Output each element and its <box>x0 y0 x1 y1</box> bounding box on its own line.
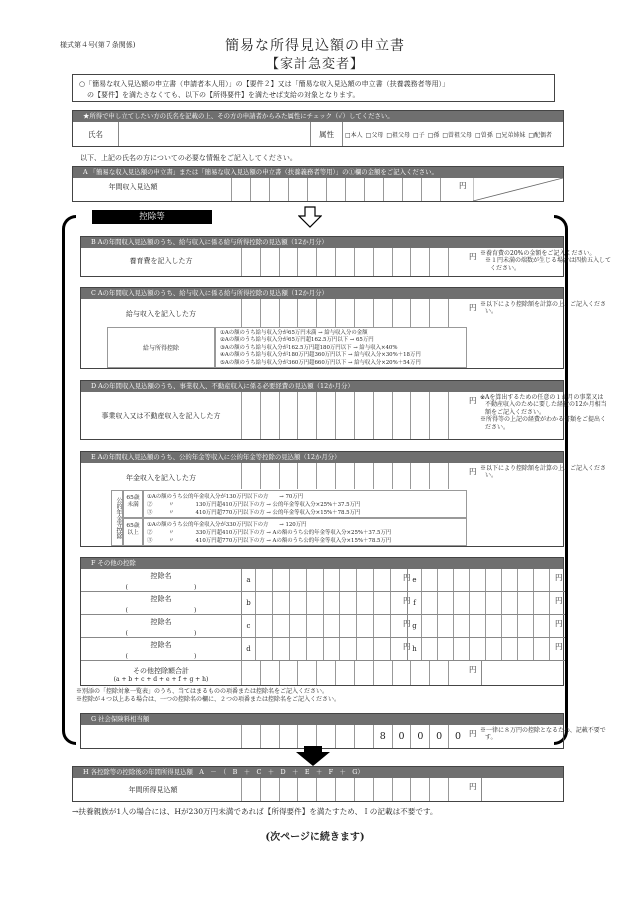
section-d <box>80 380 607 440</box>
option-self[interactable]: □本人 <box>345 131 363 139</box>
letter-a: a <box>241 569 255 592</box>
deduction-item-a[interactable]: 控除名 ( ) <box>81 569 241 592</box>
amount-h[interactable] <box>421 638 565 661</box>
total-yen: 円 <box>469 665 477 674</box>
bracket-left <box>62 215 76 745</box>
total-blank <box>481 661 565 685</box>
section-g <box>80 713 606 749</box>
deduction-tag: 控除等 <box>92 210 212 224</box>
instruction-text: 以下、上記の氏名の方についての必要な情報をご記入してください。 <box>80 154 297 162</box>
attr-label: 属性 <box>311 122 343 146</box>
section-e-header: E Aの年間収入見込額のうち、公的年金等収入に公的年金等控除の見込額（12か月分） <box>81 452 563 463</box>
section-e-note: ※以下により控除額を計算の上、ご記入くださ い。 <box>480 465 607 480</box>
amount-f[interactable] <box>421 592 565 615</box>
section-c-label: 給与収入を記入した方 <box>126 310 196 318</box>
section-h-blank <box>481 778 565 801</box>
letter-d: d <box>241 638 255 661</box>
yen-d: 円 <box>403 642 411 651</box>
section-d-note: ※Aを算出するための任意の１か月の事業又は 不動産収入のために要した経費の12か月相当 額をご記入ください。 ※所得等の上記の経費がわかる書類をご提出く ださい。 <box>480 394 607 431</box>
yen-g: 円 <box>555 619 563 628</box>
section-g-yen: 円 <box>469 729 477 738</box>
section-h-amount[interactable] <box>241 778 467 801</box>
section-c-note: ※以下により控除額を計算の上、ご記入くださ い。 <box>480 301 607 316</box>
intro-line-2: の【要件】を満たさなくても、以下の【所得要件】を満たせば支給の対象となります。 <box>87 91 360 99</box>
section-c-yen: 円 <box>469 303 477 312</box>
arrow-down-icon <box>296 746 330 766</box>
section-b-amount[interactable] <box>241 248 467 276</box>
amount-d[interactable] <box>255 638 407 661</box>
pension-over-table: ①Aの額のうち公的年金収入分が330万円以下の方 → 120万円 ② 〃 330万円超410万円以下の方 → Aの額のうち公的年金等収入分×25%＋37.5万円 ③ 〃 410万円超770万円以下の方 → Aの額のうち公的年金等収入分×15%＋78.5万円 <box>143 518 467 546</box>
amount-c[interactable] <box>255 615 407 638</box>
yen-a: 円 <box>403 573 411 582</box>
section-g-amount: 8 0 0 0 0 <box>241 725 467 748</box>
deduction-item-d[interactable]: 控除名 ( ) <box>81 638 241 661</box>
section-g-header: G 社会保険料相当額 <box>81 714 563 725</box>
section-f <box>80 557 564 686</box>
section-h-label: 年間所得見込額 <box>128 786 178 794</box>
option-grandparents[interactable]: □祖父母 <box>386 131 411 139</box>
amount-e[interactable] <box>421 569 565 592</box>
option-spouse[interactable]: □配偶者 <box>528 131 553 139</box>
yen-e: 円 <box>555 573 563 582</box>
star-header: ★所得で申し立てしたい方の氏名を記載の上、その方の申請者からみた属性にチェック（✓）してください。 <box>73 111 563 122</box>
option-siblings[interactable]: □兄弟姉妹 <box>495 131 526 139</box>
section-e <box>80 451 607 547</box>
star-section <box>72 110 564 147</box>
down-arrow-icon <box>298 206 322 228</box>
total-label: その他控除額合計 <box>133 667 189 675</box>
intro-line-1: ○「簡易な収入見込額の申立書（申請者本人用）」の【要件２】又は「簡易な収入見込額の申立書（扶養義務者等用）」 <box>79 80 450 88</box>
option-grandchild[interactable]: □孫 <box>427 131 440 139</box>
amount-a[interactable] <box>255 569 407 592</box>
page-subtitle: 【家計急変者】 <box>265 57 364 72</box>
section-c-header: C Aの年間収入見込額のうち、給与収入に係る給与所得控除の見込額（12か月分） <box>81 288 563 299</box>
name-label: 氏名 <box>88 129 103 139</box>
section-g-note: ※一律に８万円の控除となるため、記載不要で す。 <box>480 727 606 742</box>
section-a-header: A 「簡易な収入見込額の申立書」または「簡易な収入見込額の申立書（扶養義務者等用）」の①欄の金額をご記入ください。 <box>73 167 563 178</box>
section-f-note-1: ※別添の「控除対象一覧表」のうち、当てはまるものの項番または控除名をご記入ください。 <box>76 688 329 695</box>
total-amount[interactable] <box>241 661 467 685</box>
form-number: 様式第４号(第７条関係) <box>60 41 136 49</box>
letter-f: f <box>407 592 421 615</box>
section-h <box>72 766 564 802</box>
pension-side-label: 公的年金等控除 <box>111 490 123 546</box>
section-f-note-2: ※控除が４つ以上ある場合は、一つの控除名の欄に、２つの項番または控除名をご記入ください。 <box>76 696 341 703</box>
salary-table-label: 給与所得控除 <box>107 327 215 368</box>
section-b-yen: 円 <box>469 252 477 261</box>
yen-f: 円 <box>555 596 563 605</box>
age-under-label: 65歳未満 <box>123 490 143 518</box>
amount-g[interactable] <box>421 615 565 638</box>
section-e-amount[interactable] <box>241 463 467 489</box>
section-c <box>80 287 607 369</box>
section-a-label: 年間収入見込額 <box>108 183 158 191</box>
option-great-grandchild[interactable]: □曽孫 <box>475 131 493 139</box>
section-e-label: 年金収入を記入した方 <box>126 474 196 482</box>
salary-table: ①Aの額のうち給与収入分が65万円未満 → 給与収入分の金額 ②Aの額のうち給与収入分が65万円超162.5万円以下 → 65万円 ③Aの額のうち給与収入分が162.5万円超180万円以下 → 給与収入×40% ④Aの額のうち給与収入分が180万円超360万円以下 → 給与収入分×30%＋18万円 ⑤Aの額のうち給与収入分が360万円超660万円以下 → 給与収入分×20%＋54万円 <box>215 327 467 368</box>
section-h-header: H 各控除等の控除後の年間所得見込額 A － （ B ＋ C ＋ D ＋ E ＋ F ＋ G） <box>73 767 563 778</box>
letter-b: b <box>241 592 255 615</box>
section-f-header: F その他の控除 <box>81 558 563 569</box>
deduction-item-c[interactable]: 控除名 ( ) <box>81 615 241 638</box>
section-a-amount[interactable] <box>231 178 459 201</box>
yen-c: 円 <box>403 619 411 628</box>
continued-text: (次ページに続きます) <box>265 832 365 843</box>
option-parents[interactable]: □父母 <box>365 131 384 139</box>
name-input[interactable] <box>118 122 311 146</box>
page-title: 簡易な所得見込額の申立書 <box>225 38 405 54</box>
option-great-grandparents[interactable]: □曽祖父母 <box>442 131 473 139</box>
pension-under-table: ①Aの額のうち公的年金収入分が130万円以下の方 → 70万円 ② 〃 130万円超410万円以下の方 → 公的年金等収入分×25%＋37.5万円 ③ 〃 410万円超770万円以下の方 → 公的年金等収入分×15%＋78.5万円 <box>143 490 467 518</box>
section-d-header: D Aの年間収入見込額のうち、事業収入、不動産収入に係る必要経費の見込額（12か月分） <box>81 381 563 392</box>
section-a-yen: 円 <box>459 181 467 190</box>
section-a <box>72 166 564 202</box>
letter-c: c <box>241 615 255 638</box>
section-d-yen: 円 <box>469 396 477 405</box>
section-d-label: 事業収入又は不動産収入を記入した方 <box>101 412 221 420</box>
yen-b: 円 <box>403 596 411 605</box>
section-b <box>80 236 612 277</box>
letter-e: e <box>407 569 421 592</box>
age-over-label: 65歳以上 <box>123 518 143 546</box>
total-formula: (a + b + c + d + e + f + g + h) <box>113 676 209 683</box>
letter-h: h <box>407 638 421 661</box>
intro-box <box>72 74 555 102</box>
yen-h: 円 <box>555 642 563 651</box>
section-b-label: 養育費を記入した方 <box>129 257 193 265</box>
deduction-rows <box>81 569 565 661</box>
section-b-note: ※養育費の20%の金額をご記入ください。 ※１円未満の端数が生じる場合は四捨五入して ください。 <box>480 250 612 272</box>
footer-note: →扶養親族が1人の場合には、Hが230万円未満であれば【所得要件】を満たすため、Ｉの記載は不要です。 <box>72 807 438 816</box>
section-c-amount[interactable] <box>241 299 467 327</box>
section-a-hatch <box>473 178 563 201</box>
letter-g: g <box>407 615 421 638</box>
section-b-header: B Aの年間収入見込額のうち、給与収入に係る給与所得控除の見込額（12か月分） <box>81 237 563 248</box>
section-e-yen: 円 <box>469 467 477 476</box>
amount-b[interactable] <box>255 592 407 615</box>
deduction-item-b[interactable]: 控除名 ( ) <box>81 592 241 615</box>
section-h-yen: 円 <box>469 782 477 791</box>
section-d-amount[interactable] <box>241 392 467 439</box>
attr-options[interactable] <box>345 122 563 146</box>
option-child[interactable]: □子 <box>413 131 425 139</box>
